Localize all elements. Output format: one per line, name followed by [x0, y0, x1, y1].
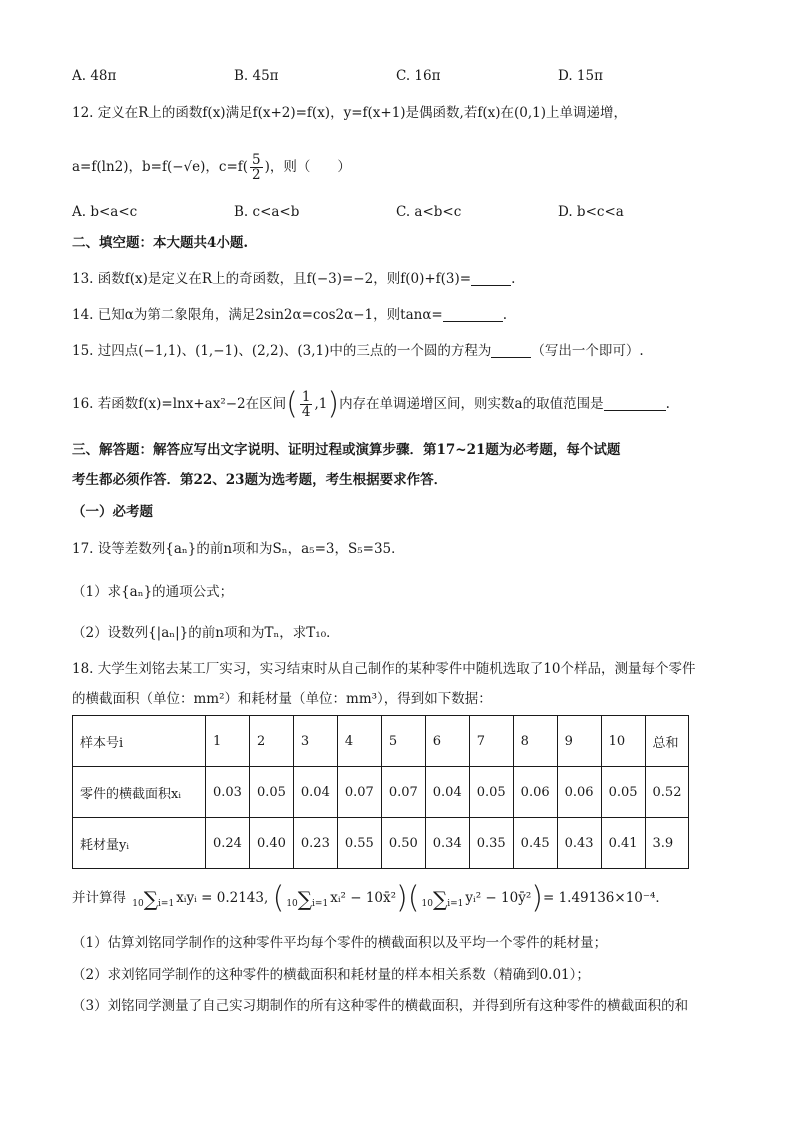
q18-part1: （1）估算刘铭同学制作的这种零件平均每个零件的横截面积以及平均一个零件的耗材量； — [72, 935, 608, 951]
table-row-area — [73, 767, 689, 818]
calc-term2: xᵢ² − 10x̄² — [330, 890, 397, 906]
q17-part2: （2）设数列{|aₙ|}的前n项和为Tₙ，求T₁₀． — [72, 625, 340, 641]
section3-line1: 三、解答题：解答应写出文字说明、证明过程或演算步骤．第17~21题为必考题，每个试题 — [72, 442, 621, 458]
q15-text: 15. 过四点(−1,1)、(1,−1)、(2,2)、(3,1)中的三点的一个圆的方程为 — [72, 343, 492, 359]
q13-tail: . — [511, 271, 516, 287]
q14 — [72, 304, 507, 326]
section3-subtitle: （一）必考题 — [72, 504, 153, 520]
q18-calculation-line — [72, 878, 669, 919]
q12-option-d: D. b<c<a — [558, 204, 624, 220]
calc-term3: yᵢ² − 10ȳ² — [465, 890, 532, 906]
table-col-3: 3 — [293, 716, 337, 767]
table-cell: 3.9 — [645, 818, 689, 869]
sigma-sum-3 — [421, 886, 464, 911]
table-cell: 0.03 — [206, 767, 250, 818]
table-cell: 0.40 — [249, 818, 293, 869]
table-cell: 0.07 — [337, 767, 381, 818]
q12-frac-num: 5 — [252, 152, 261, 168]
table-cell: 0.45 — [513, 818, 557, 869]
table-cell: 0.34 — [425, 818, 469, 869]
q11-option-a: A. 48π — [72, 68, 117, 84]
table-cell: 0.24 — [206, 818, 250, 869]
sigma-sum-1 — [132, 886, 175, 911]
table-col-5: 5 — [381, 716, 425, 767]
q18-stem-line1: 18. 大学生刘铭去某工厂实习，实习结束时从自己制作的某种零件中随机选取了10个样品，测量每个零件 — [72, 661, 696, 677]
q12-options — [72, 201, 722, 223]
table-header-label: 样本号i — [73, 716, 206, 767]
q12-line2-part-a: a=f(ln2)，b=f(−√e)，c=f( — [72, 159, 249, 175]
q15-answer-blank — [491, 343, 531, 358]
q18-data-table — [72, 715, 689, 869]
q12-option-a: A. b<a<c — [72, 204, 138, 220]
q14-text: 14. 已知α为第二象限角，满足2sin2α=cos2α−1，则tanα= — [72, 307, 443, 323]
q12-stem-line1: 12. 定义在R上的函数f(x)满足f(x+2)=f(x)，y=f(x+1)是偶函数,若f(x)在(0,1)上单调递增， — [72, 105, 627, 121]
sigma-symbol: ∑ — [297, 886, 313, 911]
table-cell: 0.04 — [293, 767, 337, 818]
q13-answer-blank — [471, 271, 511, 286]
table-cell: 0.50 — [381, 818, 425, 869]
q16 — [72, 382, 670, 427]
q16-frac-den: 4 — [301, 404, 311, 420]
q18-stem-line2: 的横截面积（单位：mm²）和耗材量（单位：mm³），得到如下数据： — [72, 691, 492, 707]
q16-interval-mid: ,1 — [314, 396, 328, 412]
table-cell: 0.05 — [249, 767, 293, 818]
q12-option-c: C. a<b<c — [396, 204, 462, 220]
q12-stem-line2 — [72, 152, 351, 182]
left-paren: ( — [407, 880, 420, 916]
calc-term1: xᵢyᵢ = 0.2143, — [176, 890, 269, 906]
right-paren: ) — [396, 880, 408, 916]
table-cell: 0.05 — [469, 767, 513, 818]
table-col-total: 总和 — [645, 716, 689, 767]
right-paren: ) — [531, 880, 543, 916]
table-row-label: 耗材量yᵢ — [73, 818, 206, 869]
q12-fraction — [250, 153, 263, 182]
q11-option-d: D. 15π — [558, 68, 603, 84]
q15-tail: （写出一个即可）. — [531, 343, 644, 359]
table-col-10: 10 — [601, 716, 645, 767]
sigma-top: 10 — [286, 898, 298, 909]
q16-text: 16. 若函数f(x)=lnx+ax²−2在区间 — [72, 396, 287, 412]
table-header-row — [73, 716, 689, 767]
q13 — [72, 268, 515, 290]
table-row-material — [73, 818, 689, 869]
table-cell: 0.06 — [557, 767, 601, 818]
q16-frac-num: 1 — [301, 389, 311, 405]
q16-fraction — [300, 390, 313, 419]
q15 — [72, 340, 644, 362]
table-col-1: 1 — [206, 716, 250, 767]
sigma-sum-2 — [286, 886, 329, 911]
table-cell: 0.04 — [425, 767, 469, 818]
q11-option-c: C. 16π — [396, 68, 441, 84]
q16-tail: . — [665, 396, 670, 412]
sigma-symbol: ∑ — [432, 886, 448, 911]
table-cell: 0.55 — [337, 818, 381, 869]
q18-part3: （3）刘铭同学测量了自己实习期制作的所有这种零件的横截面积，并得到所有这种零件的横截面积的和 — [72, 998, 689, 1014]
sigma-bottom: i=1 — [312, 898, 329, 909]
q13-text: 13. 函数f(x)是定义在R上的奇函数，且f(−3)=−2，则f(0)+f(3)= — [72, 271, 472, 287]
q12-line2-part-b: )，则（ ） — [264, 159, 351, 175]
section3-line2: 考生都必须作答．第22、23题为选考题，考生根据要求作答． — [72, 472, 448, 488]
table-cell: 0.52 — [645, 767, 689, 818]
section2-title: 二、填空题：本大题共4小题. — [72, 235, 249, 251]
q16-left-paren: ( — [286, 386, 298, 422]
q16-right-paren: ) — [327, 386, 340, 422]
table-col-6: 6 — [425, 716, 469, 767]
sigma-bottom: i=1 — [158, 898, 175, 909]
table-row-label: 零件的横截面积xᵢ — [73, 767, 206, 818]
table-cell: 0.41 — [601, 818, 645, 869]
sigma-symbol: ∑ — [143, 886, 159, 911]
table-col-7: 7 — [469, 716, 513, 767]
sigma-top: 10 — [421, 898, 433, 909]
q18-part2: （2）求刘铭同学制作的这种零件的横截面积和耗材量的样本相关系数（精确到0.01）； — [72, 967, 590, 983]
q12-frac-den: 2 — [252, 167, 261, 183]
table-cell: 0.23 — [293, 818, 337, 869]
q16-text-b: 内存在单调递增区间，则实数a的取值范围是 — [339, 396, 604, 412]
table-cell: 0.07 — [381, 767, 425, 818]
table-cell: 0.43 — [557, 818, 601, 869]
calc-prefix: 并计算得 — [72, 890, 126, 906]
q17-part1: （1）求{aₙ}的通项公式； — [72, 584, 234, 600]
q14-tail: . — [502, 307, 508, 323]
q16-answer-blank — [604, 396, 666, 411]
table-col-2: 2 — [249, 716, 293, 767]
table-cell: 0.06 — [513, 767, 557, 818]
q14-answer-blank — [443, 307, 503, 322]
left-paren: ( — [272, 880, 285, 916]
table-col-9: 9 — [557, 716, 601, 767]
sigma-top: 10 — [132, 898, 144, 909]
table-col-8: 8 — [513, 716, 557, 767]
q12-option-b: B. c<a<b — [234, 204, 300, 220]
q11-options — [72, 65, 722, 87]
sigma-bottom: i=1 — [447, 898, 464, 909]
calc-result: = 1.49136×10⁻⁴． — [542, 890, 669, 906]
table-cell: 0.05 — [601, 767, 645, 818]
table-cell: 0.35 — [469, 818, 513, 869]
q11-option-b: B. 45π — [234, 68, 279, 84]
q17-stem: 17. 设等差数列{aₙ}的前n项和为Sₙ，a₅=3，S₅=35． — [72, 541, 405, 557]
table-col-4: 4 — [337, 716, 381, 767]
